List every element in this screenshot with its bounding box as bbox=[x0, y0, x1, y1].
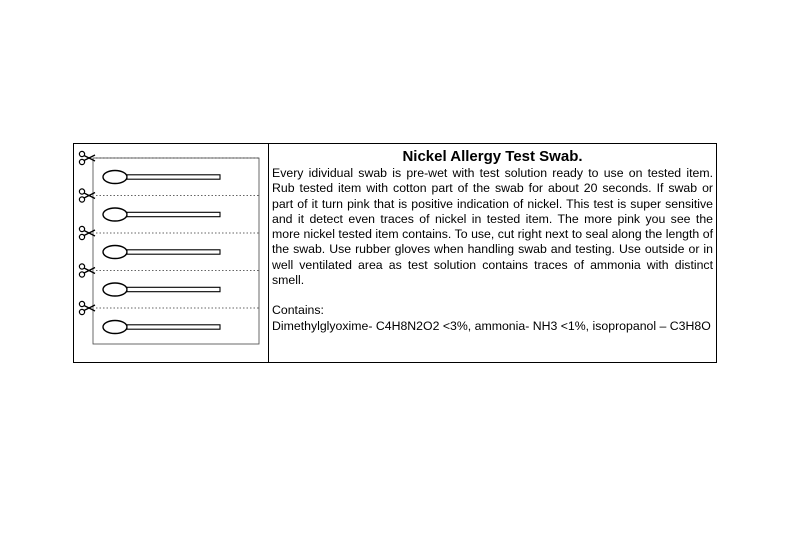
swab-icon bbox=[103, 208, 220, 221]
swab-icon bbox=[103, 171, 220, 184]
label-text-panel bbox=[269, 144, 716, 362]
contains-ingredients: Dimethylglyoxime- C4H8N2O2 <3%, ammonia- NH3 <1%, isopropanol – C3H8O bbox=[272, 318, 711, 333]
nickel-test-label bbox=[73, 143, 717, 363]
label-title: Nickel Allergy Test Swab. bbox=[402, 148, 583, 165]
contains-heading: Contains: bbox=[272, 303, 324, 318]
label-description: Every idividual swab is pre-wet with test solution ready to use on tested item. Rub tested item with cotton part of the swab for about 20 seconds. If swab or part of it turn pink that is positive indication of nickel. This test is super sensitive and it detect even traces of nickel in tested item. The more pink you see the more nickel tested item contains. To use, cut right next to seal along the length of the swab. Use rubber gloves when handling swab and testing. Use outside or in well ventilated area as test solution contains traces of ammonia with distinct smell. bbox=[272, 166, 713, 288]
swab-strip-illustration bbox=[74, 144, 269, 362]
swab-icon bbox=[103, 283, 220, 296]
swab-icon bbox=[103, 321, 220, 334]
swab-strip-graphic bbox=[74, 144, 269, 362]
swab-icon bbox=[103, 246, 220, 259]
